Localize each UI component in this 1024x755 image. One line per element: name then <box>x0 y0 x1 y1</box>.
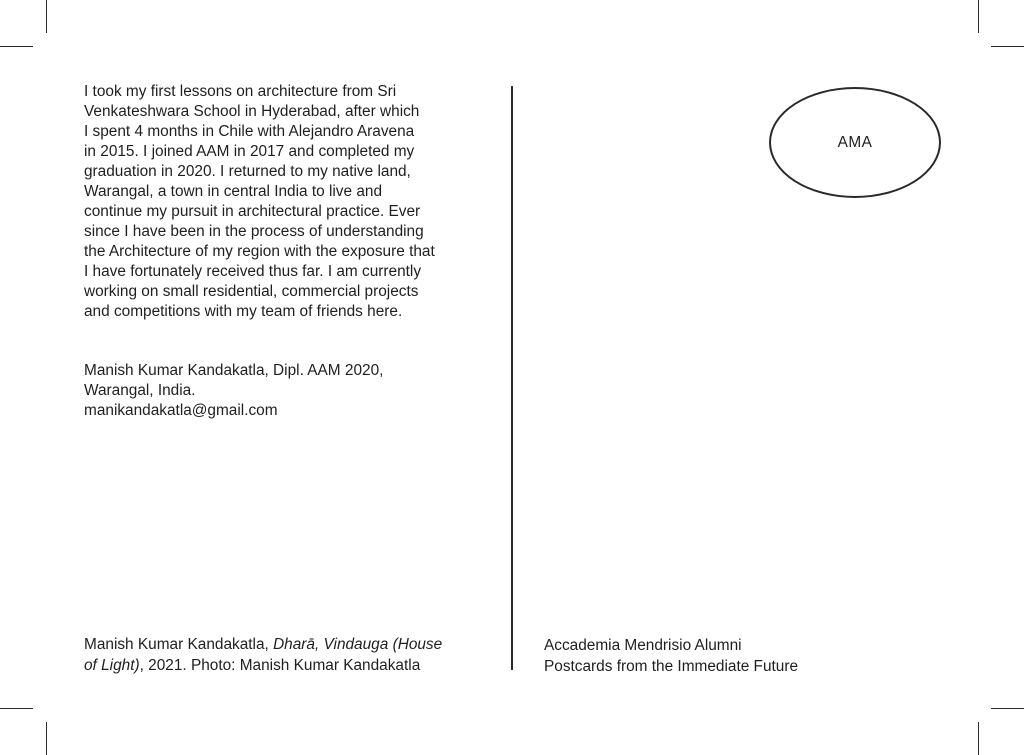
stamp-oval <box>769 87 941 198</box>
bio-line: graduation in 2020. I returned to my native land, <box>84 163 411 180</box>
caption-credit: , 2021. Photo: Manish Kumar Kandakatla <box>139 657 421 674</box>
bio-line: in 2015. I joined AAM in 2017 and completed my <box>84 143 415 160</box>
crop-mark-bottom-right-horizontal <box>991 708 1024 709</box>
crop-mark-top-right-horizontal <box>991 46 1024 47</box>
postcard-footer <box>544 635 798 677</box>
crop-mark-top-left-vertical <box>46 0 47 33</box>
footer-series-title: Postcards from the Immediate Future <box>544 658 799 675</box>
bio-line: I spent 4 months in Chile with Alejandro Aravena <box>84 123 415 140</box>
caption-line-2 <box>84 655 504 676</box>
stamp-label: AMA <box>837 133 873 151</box>
author-email: manikandakatla@gmail.com <box>84 402 278 419</box>
bio-line: the Architecture of my region with the exposure that <box>84 243 435 260</box>
photo-caption <box>84 634 504 676</box>
crop-mark-bottom-right-vertical <box>978 722 979 755</box>
bio-line: working on small residential, commercial projects <box>84 283 419 300</box>
biography-paragraph <box>84 82 494 322</box>
caption-author: Manish Kumar Kandakatla, <box>84 636 274 653</box>
bio-line: I have fortunately received thus far. I am currently <box>84 263 422 280</box>
caption-title-part-2: of Light) <box>84 657 140 674</box>
bio-line: continue my pursuit in architectural practice. Ever <box>84 203 421 220</box>
bio-line: since I have been in the process of understanding <box>84 223 424 240</box>
crop-mark-bottom-left-horizontal <box>0 708 33 709</box>
author-location: Warangal, India. <box>84 382 196 399</box>
footer-organization: Accademia Mendrisio Alumni <box>544 637 742 654</box>
crop-mark-top-right-vertical <box>978 0 979 33</box>
bio-line: and competitions with my team of friends here. <box>84 303 403 320</box>
author-signature <box>84 361 383 421</box>
caption-title-part-1: Dharā, Vindauga (House <box>273 636 443 653</box>
caption-line-1 <box>84 634 504 655</box>
bio-line: Warangal, a town in central India to live and <box>84 183 383 200</box>
crop-mark-bottom-left-vertical <box>46 722 47 755</box>
postcard-divider <box>511 86 513 670</box>
bio-line: Venkateshwara School in Hyderabad, after which <box>84 103 420 120</box>
bio-line: I took my first lessons on architecture from Sri <box>84 83 397 100</box>
author-name: Manish Kumar Kandakatla, Dipl. AAM 2020, <box>84 362 384 379</box>
crop-mark-top-left-horizontal <box>0 46 33 47</box>
